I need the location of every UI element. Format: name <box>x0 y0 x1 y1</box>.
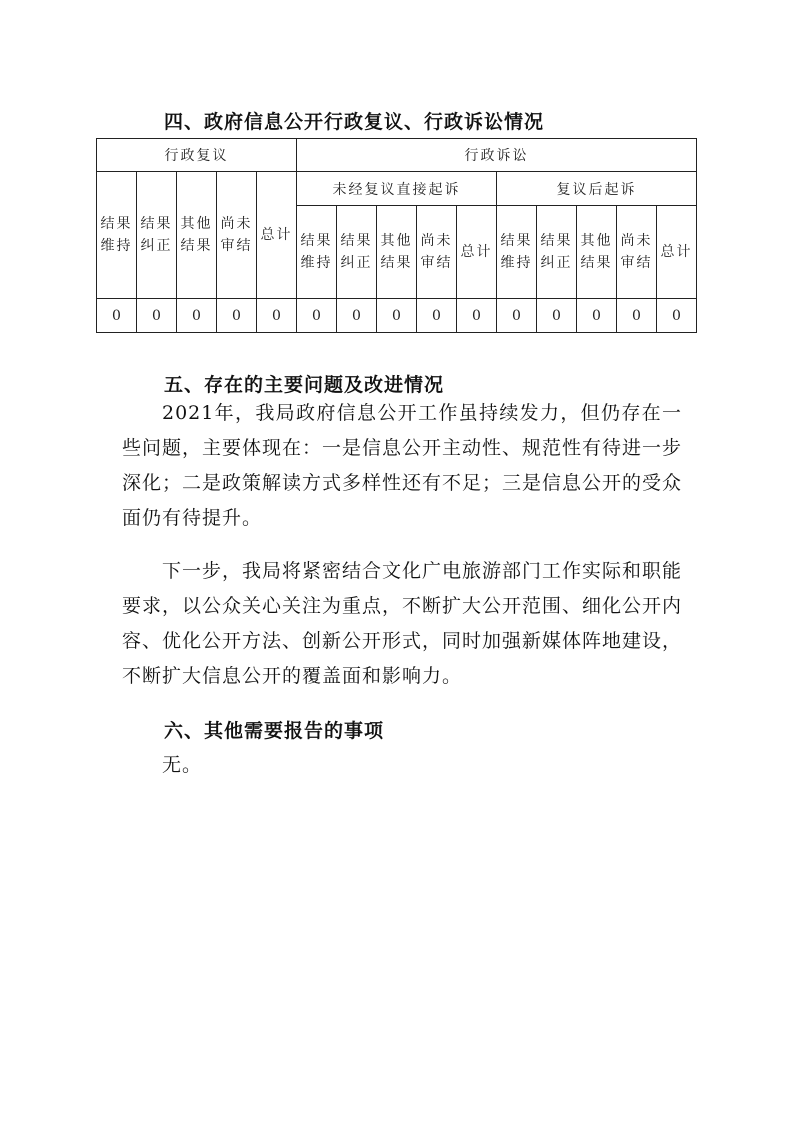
table-cell: 0 <box>417 299 457 333</box>
column-header: 结果维持 <box>97 172 137 299</box>
column-header: 结果维持 <box>497 206 537 299</box>
reconsideration-header: 行政复议 <box>97 139 297 172</box>
section4-title: 四、政府信息公开行政复议、行政诉讼情况 <box>164 111 545 133</box>
table-cell: 0 <box>497 299 537 333</box>
column-header: 尚未审结 <box>417 206 457 299</box>
column-header: 总计 <box>657 206 697 299</box>
section6-body: 无。 <box>162 754 203 776</box>
column-header: 总计 <box>457 206 497 299</box>
table-cell: 0 <box>457 299 497 333</box>
column-header: 结果纠正 <box>537 206 577 299</box>
table-cell: 0 <box>257 299 297 333</box>
column-header: 其他结果 <box>377 206 417 299</box>
after-reconsideration-header: 复议后起诉 <box>497 172 697 206</box>
column-header: 尚未审结 <box>617 206 657 299</box>
section5-paragraph-2: 下一步，我局将紧密结合文化广电旅游部门工作实际和职能要求，以公众关心关注为重点，不断扩大公开范围、细化公开内容、优化公开方法、创新公开形式，同时加强新媒体阵地建设，不断扩大信息公开的覆盖面和影响力。 <box>122 560 683 687</box>
table-cell: 0 <box>137 299 177 333</box>
litigation-header: 行政诉讼 <box>297 139 697 172</box>
table-cell: 0 <box>177 299 217 333</box>
column-header: 总计 <box>257 172 297 299</box>
section6-title: 六、其他需要报告的事项 <box>164 720 385 742</box>
reconsideration-litigation-table <box>96 138 697 333</box>
table-cell: 0 <box>217 299 257 333</box>
table-cell: 0 <box>617 299 657 333</box>
table-cell: 0 <box>297 299 337 333</box>
column-header: 其他结果 <box>177 172 217 299</box>
section5-title: 五、存在的主要问题及改进情况 <box>164 374 445 396</box>
direct-suit-header: 未经复议直接起诉 <box>297 172 497 206</box>
column-header: 结果纠正 <box>337 206 377 299</box>
table-cell: 0 <box>577 299 617 333</box>
table-row <box>97 299 697 333</box>
table-cell: 0 <box>657 299 697 333</box>
table-cell: 0 <box>337 299 377 333</box>
column-header: 结果维持 <box>297 206 337 299</box>
table-cell: 0 <box>537 299 577 333</box>
column-header: 其他结果 <box>577 206 617 299</box>
section5-paragraph-1: 2021年，我局政府信息公开工作虽持续发力，但仍存在一些问题，主要体现在：一是信息公开主动性、规范性有待进一步深化；二是政策解读方式多样性还有不足；三是信息公开的受众面仍有待提升。 <box>122 402 683 529</box>
column-header: 结果纠正 <box>137 172 177 299</box>
table-cell: 0 <box>377 299 417 333</box>
table-cell: 0 <box>97 299 137 333</box>
column-header: 尚未审结 <box>217 172 257 299</box>
